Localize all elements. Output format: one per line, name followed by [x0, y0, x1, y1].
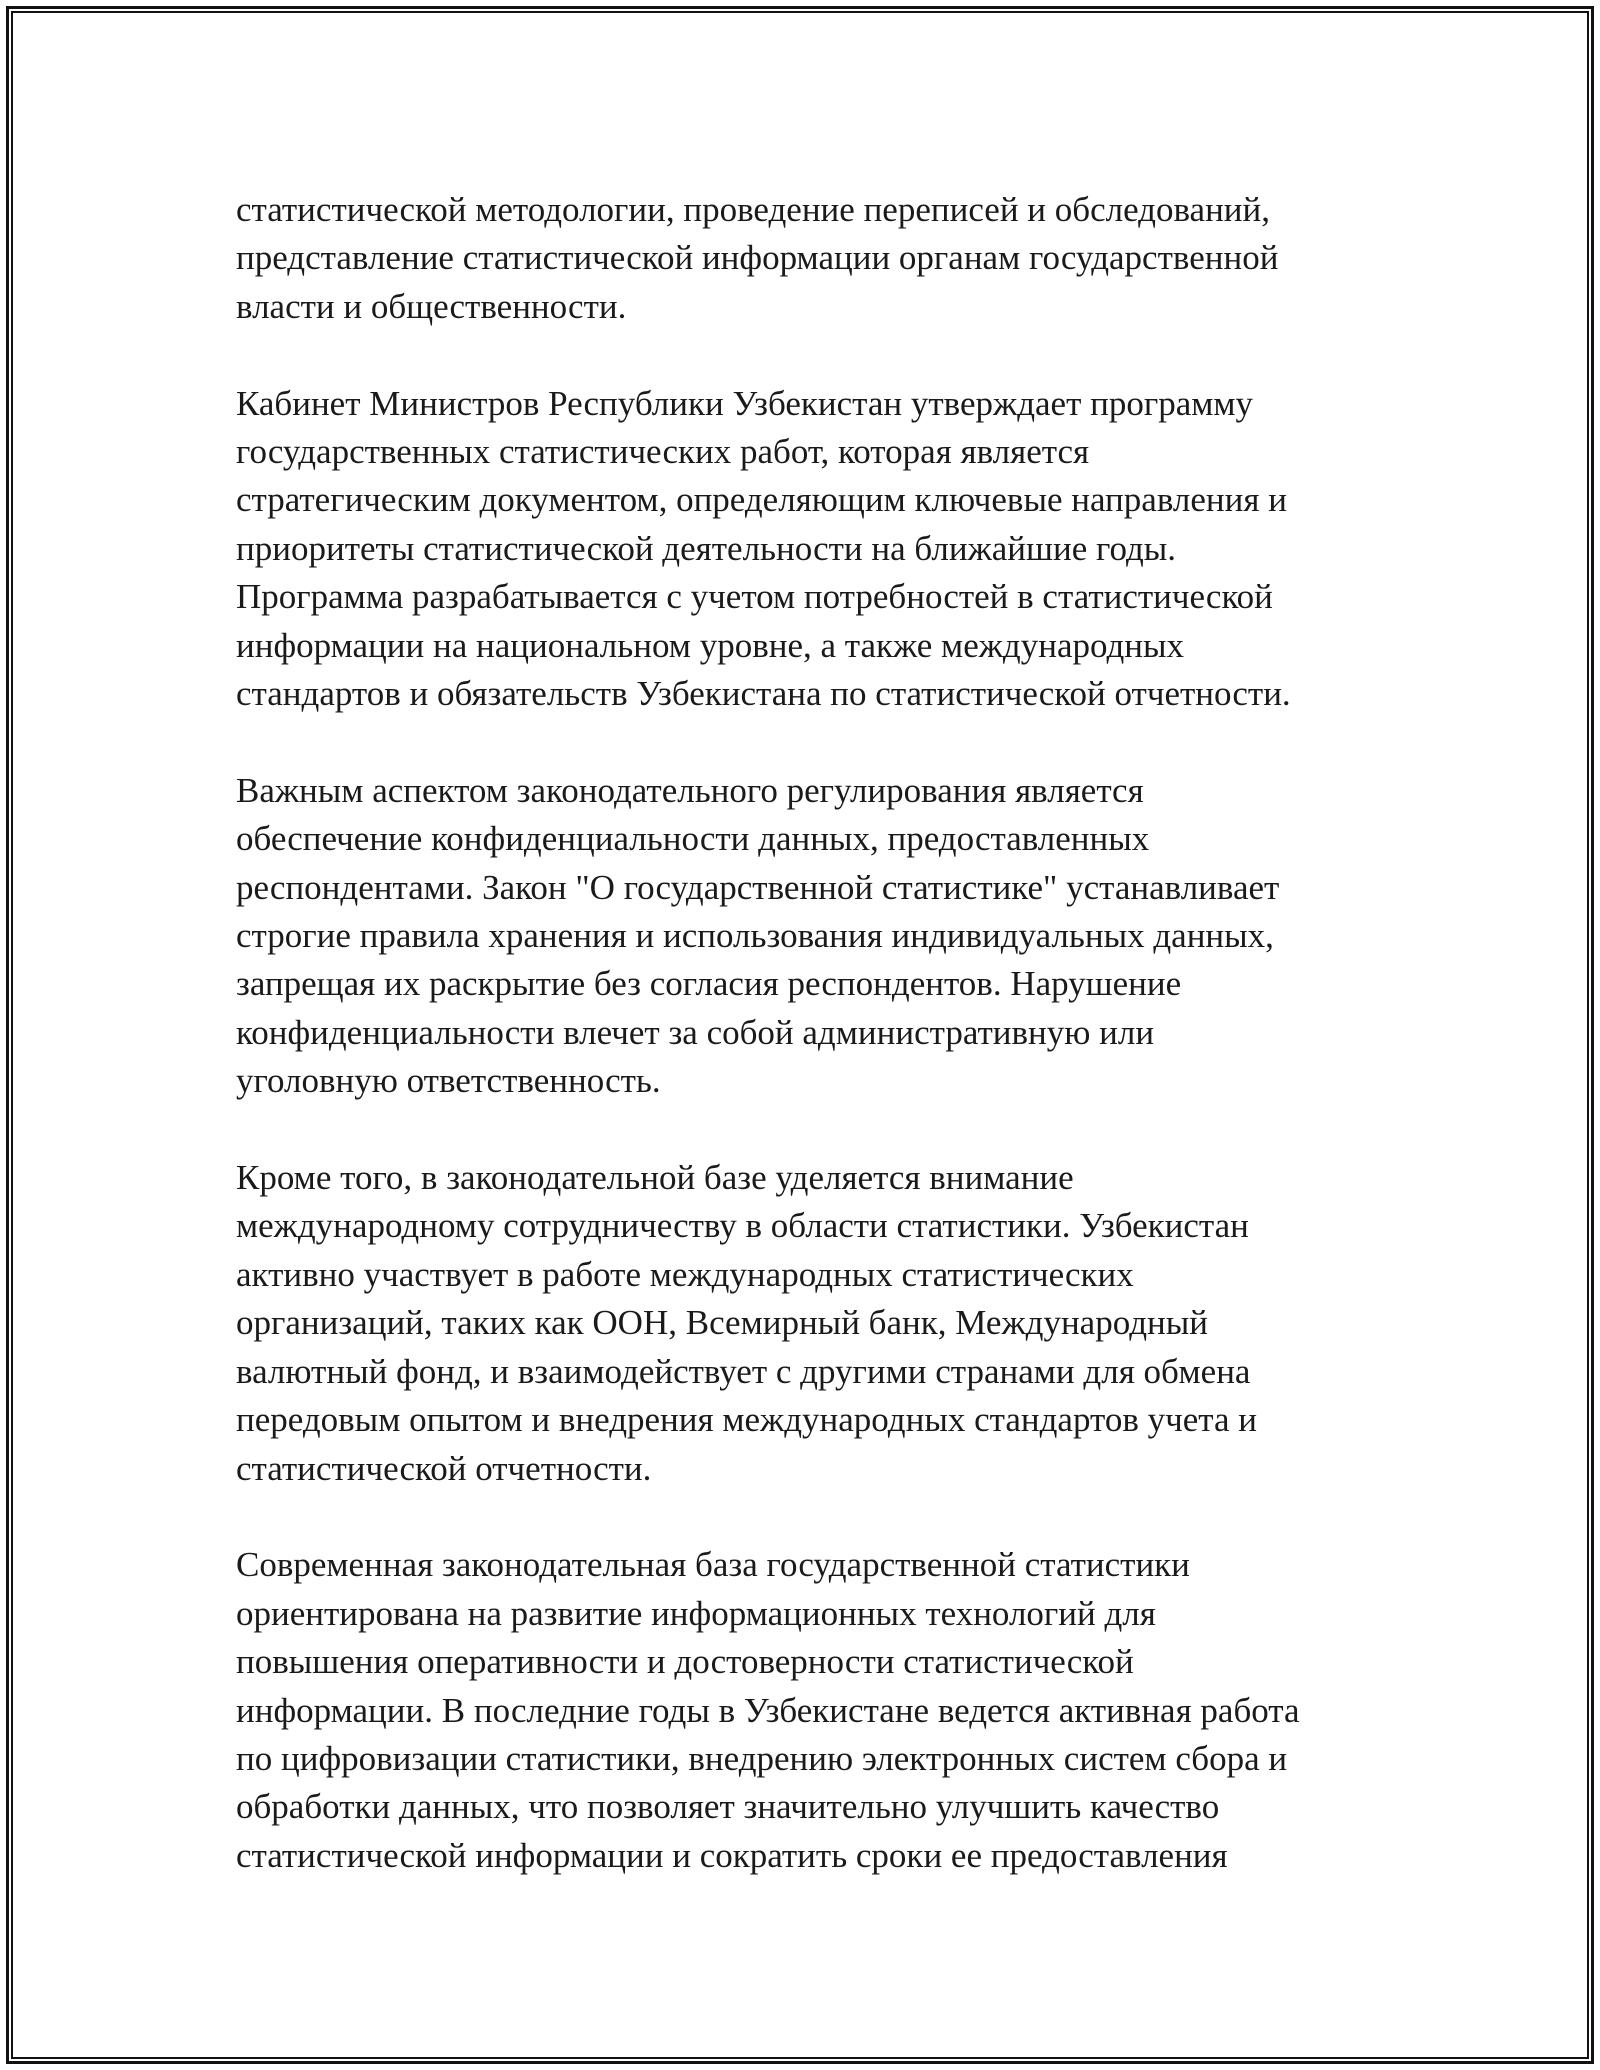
text-line: власти и общественности.	[236, 286, 627, 326]
text-line: статистической информации и сократить сроки ее предоставления	[236, 1835, 1228, 1875]
paragraph-5	[236, 1541, 1476, 1880]
paragraph-3	[236, 767, 1476, 1106]
text-line: Современная законодательная база государственной статистики	[236, 1545, 1190, 1585]
text-line: Кроме того, в законодательной базе уделяется внимание	[236, 1158, 1074, 1198]
text-line: статистической методологии, проведение переписей и обследований,	[236, 190, 1271, 229]
text-line: активно участвует в работе международных статистических	[236, 1254, 1134, 1294]
text-line: уголовную ответственность.	[236, 1061, 661, 1101]
text-line: стандартов и обязательств Узбекистана по статистической отчетности.	[236, 674, 1291, 714]
text-line: по цифровизации статистики, внедрению электронных систем сбора и	[236, 1738, 1288, 1778]
text-line: информации на национальном уровне, а также международных	[236, 625, 1185, 665]
text-line: международному сотрудничеству в области статистики. Узбекистан	[236, 1206, 1249, 1246]
text-line: Кабинет Министров Республики Узбекистан утверждает программу	[236, 383, 1254, 423]
text-line: статистической отчетности.	[236, 1448, 652, 1488]
text-line: запрещая их раскрытие без согласия респондентов. Нарушение	[236, 964, 1182, 1004]
text-line: Программа разрабатывается с учетом потребностей в статистической	[236, 577, 1273, 617]
text-line: строгие правила хранения и использования индивидуальных данных,	[236, 916, 1274, 956]
text-line: стратегическим документом, определяющим ключевые направления и	[236, 480, 1287, 520]
paragraph-1	[236, 186, 1476, 331]
document-body	[236, 186, 1476, 1880]
text-line: конфиденциальности влечет за собой административную или	[236, 1012, 1155, 1052]
text-line: приоритеты статистической деятельности на ближайшие годы.	[236, 528, 1177, 568]
text-line: представление статистической информации органам государственной	[236, 238, 1279, 278]
text-line: валютный фонд, и взаимодействует с другими странами для обмена	[236, 1351, 1251, 1391]
paragraph-2	[236, 380, 1476, 719]
text-line: Важным аспектом законодательного регулирования является	[236, 770, 1144, 810]
text-line: информации. В последние годы в Узбекистане ведется активная работа	[236, 1690, 1300, 1730]
text-line: обработки данных, что позволяет значительно улучшить качество	[236, 1787, 1220, 1827]
text-line: передовым опытом и внедрения международных стандартов учета и	[236, 1400, 1257, 1440]
text-line: респондентами. Закон "О государственной статистике" устанавливает	[236, 867, 1280, 907]
text-line: обеспечение конфиденциальности данных, предоставленных	[236, 819, 1150, 859]
text-line: государственных статистических работ, которая является	[236, 432, 1090, 472]
text-line: организаций, таких как ООН, Всемирный банк, Международный	[236, 1303, 1208, 1343]
text-line: повышения оперативности и достоверности статистической	[236, 1642, 1134, 1682]
paragraph-4	[236, 1154, 1476, 1493]
text-line: ориентирована на развитие информационных технологий для	[236, 1593, 1156, 1633]
